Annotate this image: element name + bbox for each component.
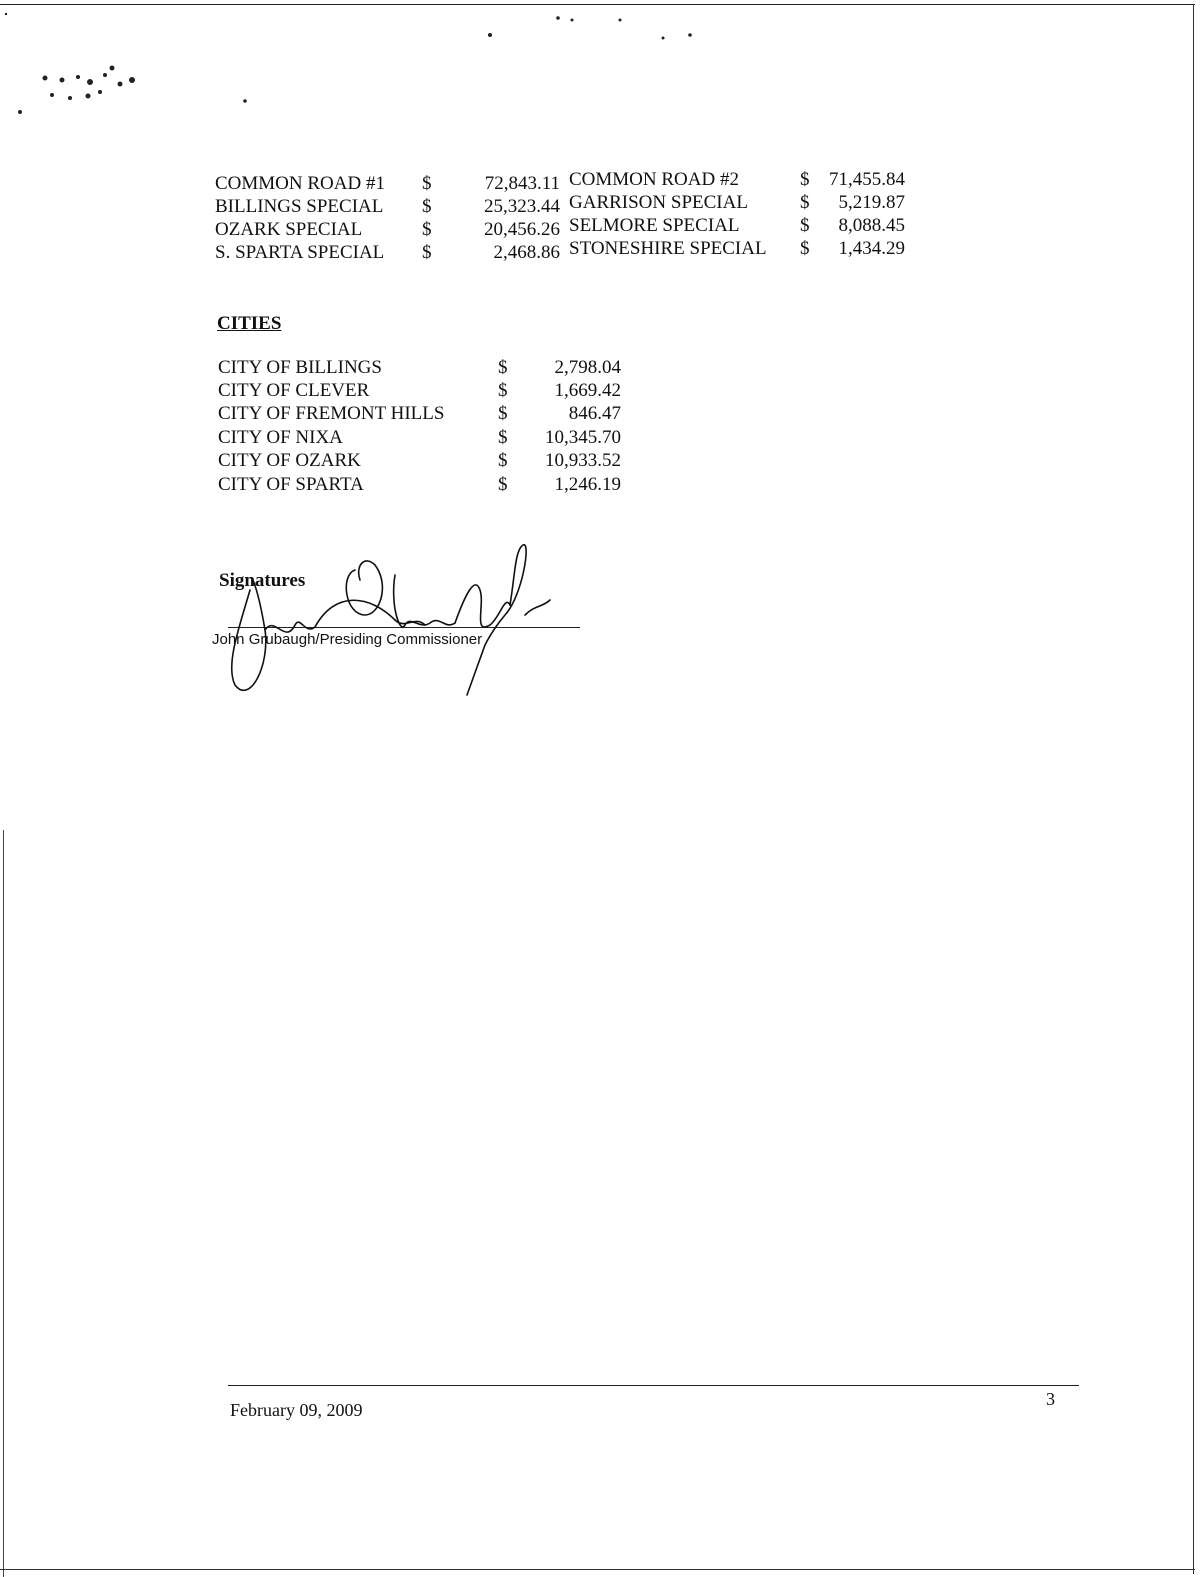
page-border-bottom: [0, 1569, 1195, 1570]
city-amount: 10,345.70: [545, 427, 621, 448]
fund-dollar-sign: $: [800, 192, 810, 213]
city-row: [218, 403, 628, 427]
city-amount: 1,246.19: [554, 474, 621, 495]
fund-row: [569, 169, 915, 193]
city-name: CITY OF FREMONT HILLS: [218, 403, 445, 424]
fund-dollar-sign: $: [422, 219, 432, 240]
city-amount: 1,669.42: [554, 380, 621, 401]
fund-name: S. SPARTA SPECIAL: [215, 242, 385, 263]
city-dollar-sign: $: [498, 357, 508, 378]
city-name: CITY OF NIXA: [218, 427, 343, 448]
city-row: [218, 357, 628, 381]
fund-name: STONESHIRE SPECIAL: [569, 238, 767, 259]
page-number: 3: [1046, 1389, 1055, 1409]
fund-amount: 20,456.26: [484, 219, 560, 240]
city-row: [218, 380, 628, 404]
signatures-heading: Signatures: [219, 570, 306, 591]
scan-specks: [0, 0, 1200, 160]
handwritten-signature: [205, 535, 585, 705]
page-border-left: [3, 830, 4, 1577]
city-dollar-sign: $: [498, 403, 508, 424]
footer-date: February 09, 2009: [230, 1400, 363, 1420]
fund-amount: 72,843.11: [484, 173, 560, 194]
fund-amount: 8,088.45: [838, 215, 905, 236]
city-name: CITY OF OZARK: [218, 450, 361, 471]
city-amount: 10,933.52: [545, 450, 621, 471]
fund-amount: 2,468.86: [493, 242, 560, 263]
fund-dollar-sign: $: [422, 196, 432, 217]
fund-row: [215, 196, 570, 220]
city-row: [218, 450, 628, 474]
fund-dollar-sign: $: [800, 238, 810, 259]
fund-name: COMMON ROAD #1: [215, 173, 385, 194]
fund-row: [569, 192, 915, 216]
city-amount: 846.47: [568, 403, 621, 424]
fund-name: OZARK SPECIAL: [215, 219, 363, 240]
footer-rule: [228, 1385, 1079, 1386]
city-dollar-sign: $: [498, 427, 508, 448]
fund-name: GARRISON SPECIAL: [569, 192, 748, 213]
city-row: [218, 474, 628, 498]
city-name: CITY OF BILLINGS: [218, 357, 382, 378]
fund-row: [569, 215, 915, 239]
city-amount: 2,798.04: [554, 357, 621, 378]
fund-name: COMMON ROAD #2: [569, 169, 739, 190]
signature-caption: John Grubaugh/Presiding Commissioner: [212, 631, 483, 648]
city-dollar-sign: $: [498, 380, 508, 401]
page-border-right: [1193, 4, 1194, 1574]
fund-row: [215, 219, 570, 243]
cities-heading: CITIES: [217, 313, 282, 334]
fund-dollar-sign: $: [800, 169, 810, 190]
fund-row: [215, 242, 570, 266]
fund-dollar-sign: $: [422, 173, 432, 194]
fund-amount: 5,219.87: [838, 192, 905, 213]
fund-dollar-sign: $: [800, 215, 810, 236]
fund-amount: 71,455.84: [829, 169, 905, 190]
fund-name: SELMORE SPECIAL: [569, 215, 740, 236]
fund-amount: 25,323.44: [484, 196, 560, 217]
city-dollar-sign: $: [498, 474, 508, 495]
fund-dollar-sign: $: [422, 242, 432, 263]
fund-row: [569, 238, 915, 262]
city-name: CITY OF CLEVER: [218, 380, 370, 401]
city-dollar-sign: $: [498, 450, 508, 471]
fund-name: BILLINGS SPECIAL: [215, 196, 384, 217]
city-row: [218, 427, 628, 451]
fund-amount: 1,434.29: [838, 238, 905, 259]
fund-row: [215, 173, 570, 197]
city-name: CITY OF SPARTA: [218, 474, 364, 495]
